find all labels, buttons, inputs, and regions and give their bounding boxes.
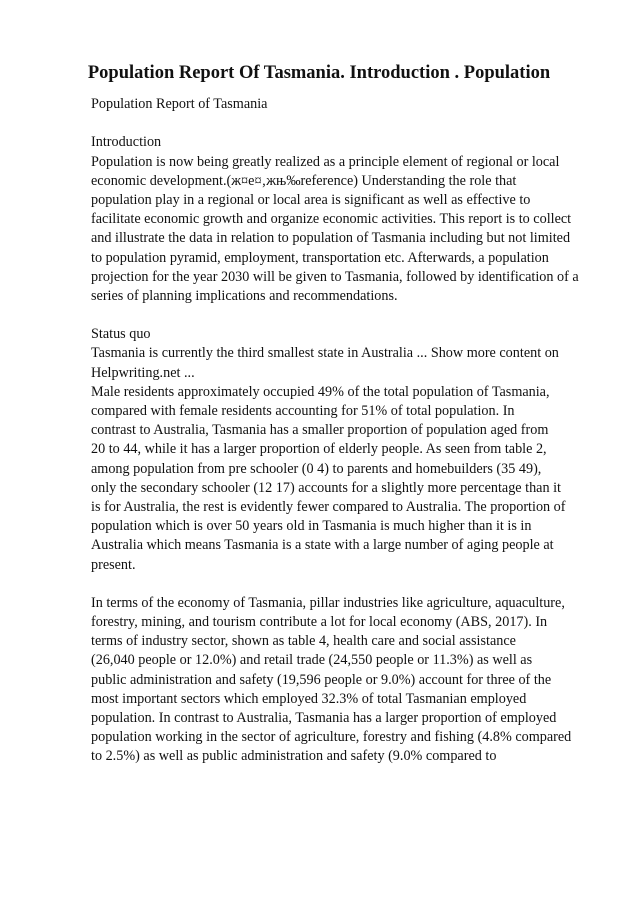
text-line: to population pyramid, employment, transportation etc. Afterwards, a population <box>91 249 549 266</box>
text-line: compared with female residents accounting for 51% of total population. In <box>91 403 515 419</box>
text-line: terms of industry sector, shown as table 4, health care and social assistance <box>91 633 516 650</box>
text-line: present. <box>91 556 136 573</box>
report-subtitle: Population Report of Tasmania <box>91 96 268 112</box>
document-body <box>91 95 601 767</box>
text-line: and illustrate the data in relation to population of Tasmania including but not limited <box>91 230 571 247</box>
paragraph-gap <box>91 114 601 133</box>
text-line: contrast to Australia, Tasmania has a smaller proportion of population aged from <box>91 422 549 439</box>
text-line: series of planning implications and recommendations. <box>91 287 398 304</box>
text-line: projection for the year 2030 will be given to Tasmania, followed by identification of a <box>91 268 579 285</box>
text-line: among population from pre schooler (0 4) to parents and homebuilders (35 49), <box>91 460 542 477</box>
text-line: public administration and safety (19,596 people or 9.0%) account for three of the <box>91 671 552 688</box>
text-line: population. In contrast to Australia, Tasmania has a larger proportion of employed <box>91 710 557 726</box>
text-line: Male residents approximately occupied 49% of the total population of Tasmania, <box>91 383 550 400</box>
text-line: forestry, mining, and tourism contribute a lot for local economy (ABS, 2017). In <box>91 614 548 631</box>
document-title: Population Report Of Tasmania. Introduction . Population <box>87 63 551 83</box>
text-line: is for Australia, the rest is evidently fewer compared to Australia. The proportion of <box>91 498 566 515</box>
text-line: population play in a regional or local area is significant as well as effective to <box>91 191 531 208</box>
section-heading-introduction: Introduction <box>91 134 162 151</box>
text-line: Population is now being greatly realized as a principle element of regional or local <box>91 153 560 170</box>
text-line: 20 to 44, while it has a larger proportion of elderly people. As seen from table 2, <box>91 441 547 458</box>
text-line: population working in the sector of agriculture, forestry and fishing (4.8% compared <box>91 729 572 746</box>
section-heading-status-quo: Status quo <box>91 326 151 343</box>
status-quo-paragraph <box>91 344 601 574</box>
text-line: Tasmania is currently the third smallest state in Australia ... Show more content on <box>91 345 559 362</box>
text-line: only the secondary schooler (12 17) accounts for a slightly more percentage than it <box>91 479 562 496</box>
introduction-paragraph <box>91 153 601 307</box>
paragraph-gap <box>91 306 601 325</box>
text-line: population which is over 50 years old in Tasmania is much higher than it is in <box>91 518 532 535</box>
text-line: Australia which means Tasmania is a state with a large number of aging people at <box>91 537 554 554</box>
economy-paragraph <box>91 594 601 767</box>
text-line: Helpwriting.net ... <box>91 364 195 381</box>
text-line: (26,040 people or 12.0%) and retail trade (24,550 people or 11.3%) as well as <box>91 652 533 669</box>
text-line: most important sectors which employed 32.3% of total Tasmanian employed <box>91 690 527 707</box>
paragraph-gap <box>91 575 601 594</box>
text-line: economic development.(ж¤е¤‚жњ‰reference) Understanding the role that <box>91 172 517 189</box>
text-line: In terms of the economy of Tasmania, pillar industries like agriculture, aquaculture, <box>91 594 565 611</box>
text-line: facilitate economic growth and organize economic activities. This report is to collect <box>91 211 572 228</box>
text-line: to 2.5%) as well as public administration and safety (9.0% compared to <box>91 748 497 765</box>
